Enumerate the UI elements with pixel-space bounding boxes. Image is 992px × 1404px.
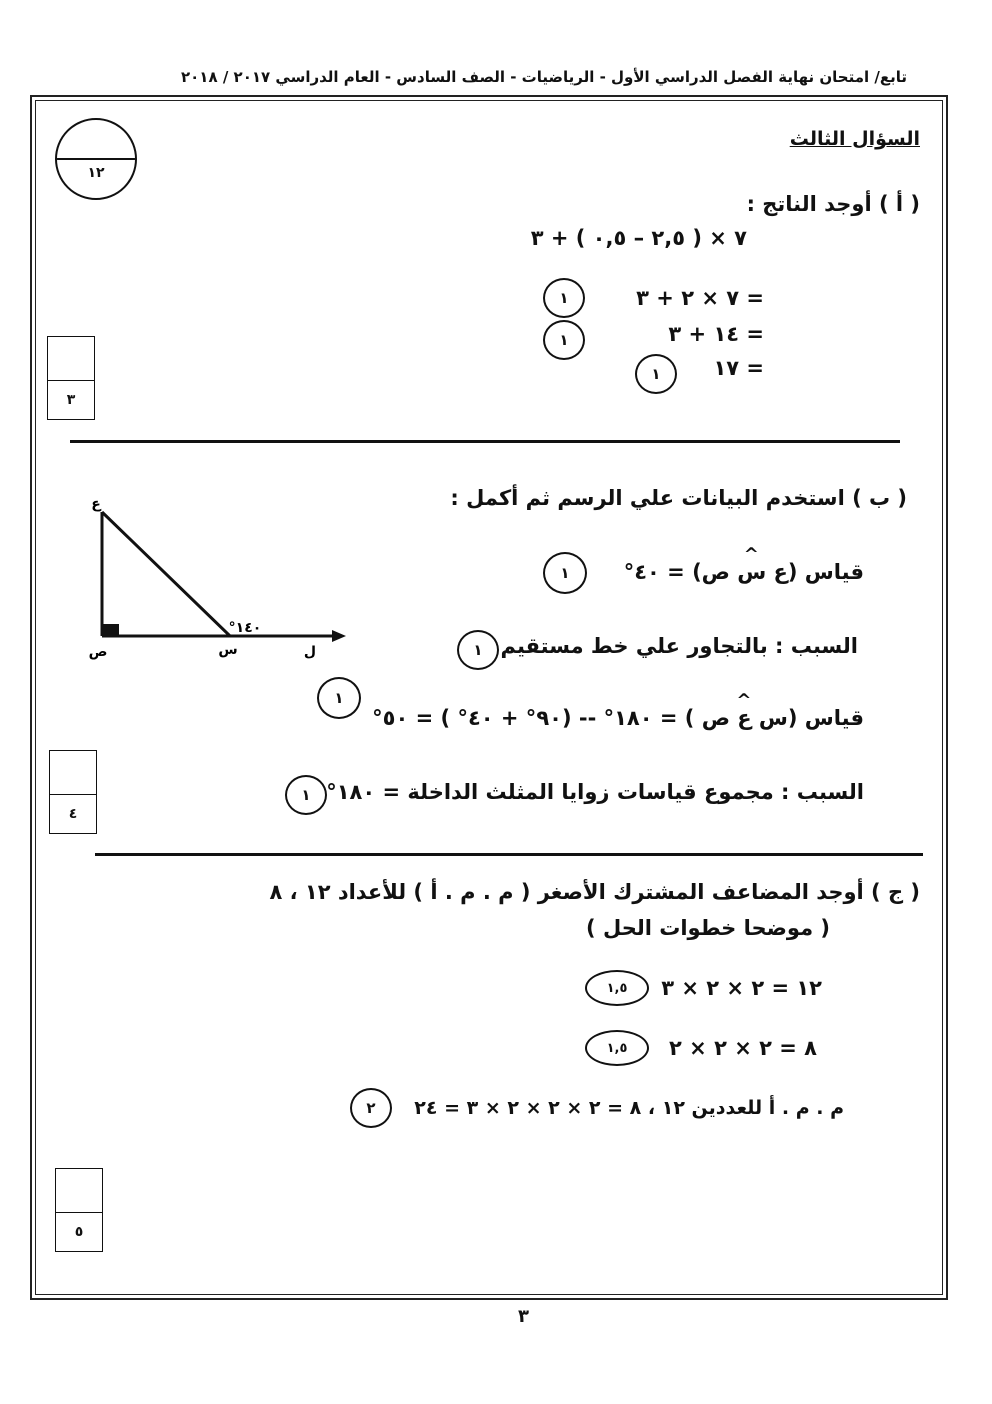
part-c-score-box (55, 1168, 103, 1252)
divider-a-b (70, 440, 900, 443)
part-b-line-2-mark: ١ (317, 677, 361, 719)
part-a-expression: ٧ × ( ٢,٥ – ٠,٥ ) + ٣ (530, 226, 747, 250)
part-b-reason-1: السبب : بالتجاور علي خط مستقيم (500, 634, 858, 658)
part-c-heading: ( ج ) أوجد المضاعف المشترك الأصغر ( م . م . أ ) للأعداد ١٢ ، ٨ (269, 880, 920, 904)
label-ray-end: ل (303, 644, 317, 660)
part-c-step-3: م . م . أ للعددين ١٢ ، ٨ = ٢ × ٢ × ٢ × ٣ = ٢٤ (414, 1097, 844, 1119)
part-a-step-3-mark: ١ (635, 354, 677, 394)
part-c-step-2-mark: ١,٥ (585, 1030, 649, 1066)
label-top-vertex: ع (91, 496, 101, 512)
part-b-reason-2: السبب : مجموع قياسات زوايا المثلث الداخلة = ١٨٠° (326, 780, 864, 804)
part-c-step-3-mark: ٢ (350, 1088, 392, 1128)
page-number: ٣ (518, 1306, 529, 1327)
part-b-heading: ( ب ) استخدم البيانات علي الرسم ثم أكمل : (450, 486, 907, 510)
part-a-score-blank (48, 337, 94, 381)
total-score-value: ١٢ (87, 165, 105, 181)
part-b-line-1-mark: ١ (543, 552, 587, 594)
part-c-score-value: ٥ (74, 1224, 84, 1240)
part-a-step-2: = ١٤ + ٣ (668, 322, 764, 346)
ray-arrowhead (332, 630, 346, 642)
part-b-score-blank (50, 751, 96, 795)
label-right-angle-vertex: ص (88, 644, 108, 660)
part-b-line-1-prefix: قياس (ع (766, 560, 864, 584)
part-c-step-1-mark: ١,٥ (585, 970, 649, 1006)
exterior-angle-label: ١٤٠° (228, 620, 262, 636)
part-a-step-2-mark: ١ (543, 320, 585, 360)
divider-b-c (95, 853, 923, 856)
part-b-reason-1-mark: ١ (457, 630, 499, 670)
triangle-diagram (70, 480, 360, 665)
part-a-score-value: ٣ (66, 392, 76, 408)
part-c-step-1: ١٢ = ٢ × ٢ × ٣ (661, 976, 822, 1000)
part-a-heading: ( أ ) أوجد الناتج : (746, 192, 920, 216)
part-b-reason-2-mark: ١ (285, 775, 327, 815)
total-score-circle (55, 118, 137, 200)
total-score-divider (57, 158, 135, 160)
part-a-step-1-mark: ١ (543, 278, 585, 318)
right-angle-marker (103, 624, 119, 635)
exam-header: تابع/ امتحان نهاية الفصل الدراسي الأول - الرياضيات - الصف السادس - العام الدراسي ٢٠١٧ / ٢٠١٨ (180, 68, 907, 86)
part-b-score-value: ٤ (68, 806, 78, 822)
triangle-hypotenuse (102, 512, 230, 636)
part-a-step-1: = ٧ × ٢ + ٣ (636, 286, 764, 310)
question-title: السؤال الثالث (789, 128, 920, 150)
part-b-line-2-suffix: ص ) = ١٨٠° -- (٩٠° + ٤٠° ) = ٥٠° (372, 706, 738, 730)
part-c-step-2: ٨ = ٢ × ٢ × ٢ (669, 1036, 817, 1060)
label-angle-vertex: س (218, 642, 238, 658)
part-b-line-1 (624, 560, 864, 584)
part-b-line-2 (372, 706, 864, 730)
part-a-step-3: = ١٧ (713, 356, 764, 380)
part-a-score-box (47, 336, 95, 420)
part-b-line-2-angle-vertex: ^ ع (737, 706, 751, 730)
part-b-line-1-suffix: ص) = ٤٠° (623, 560, 738, 584)
part-b-line-2-prefix: قياس (س (751, 706, 864, 730)
part-b-score-box (49, 750, 97, 834)
part-c-subheading: ( موضحا خطوات الحل ) (586, 916, 830, 940)
part-c-score-blank (56, 1169, 102, 1213)
part-b-line-1-angle-vertex: ^ س (737, 560, 766, 584)
